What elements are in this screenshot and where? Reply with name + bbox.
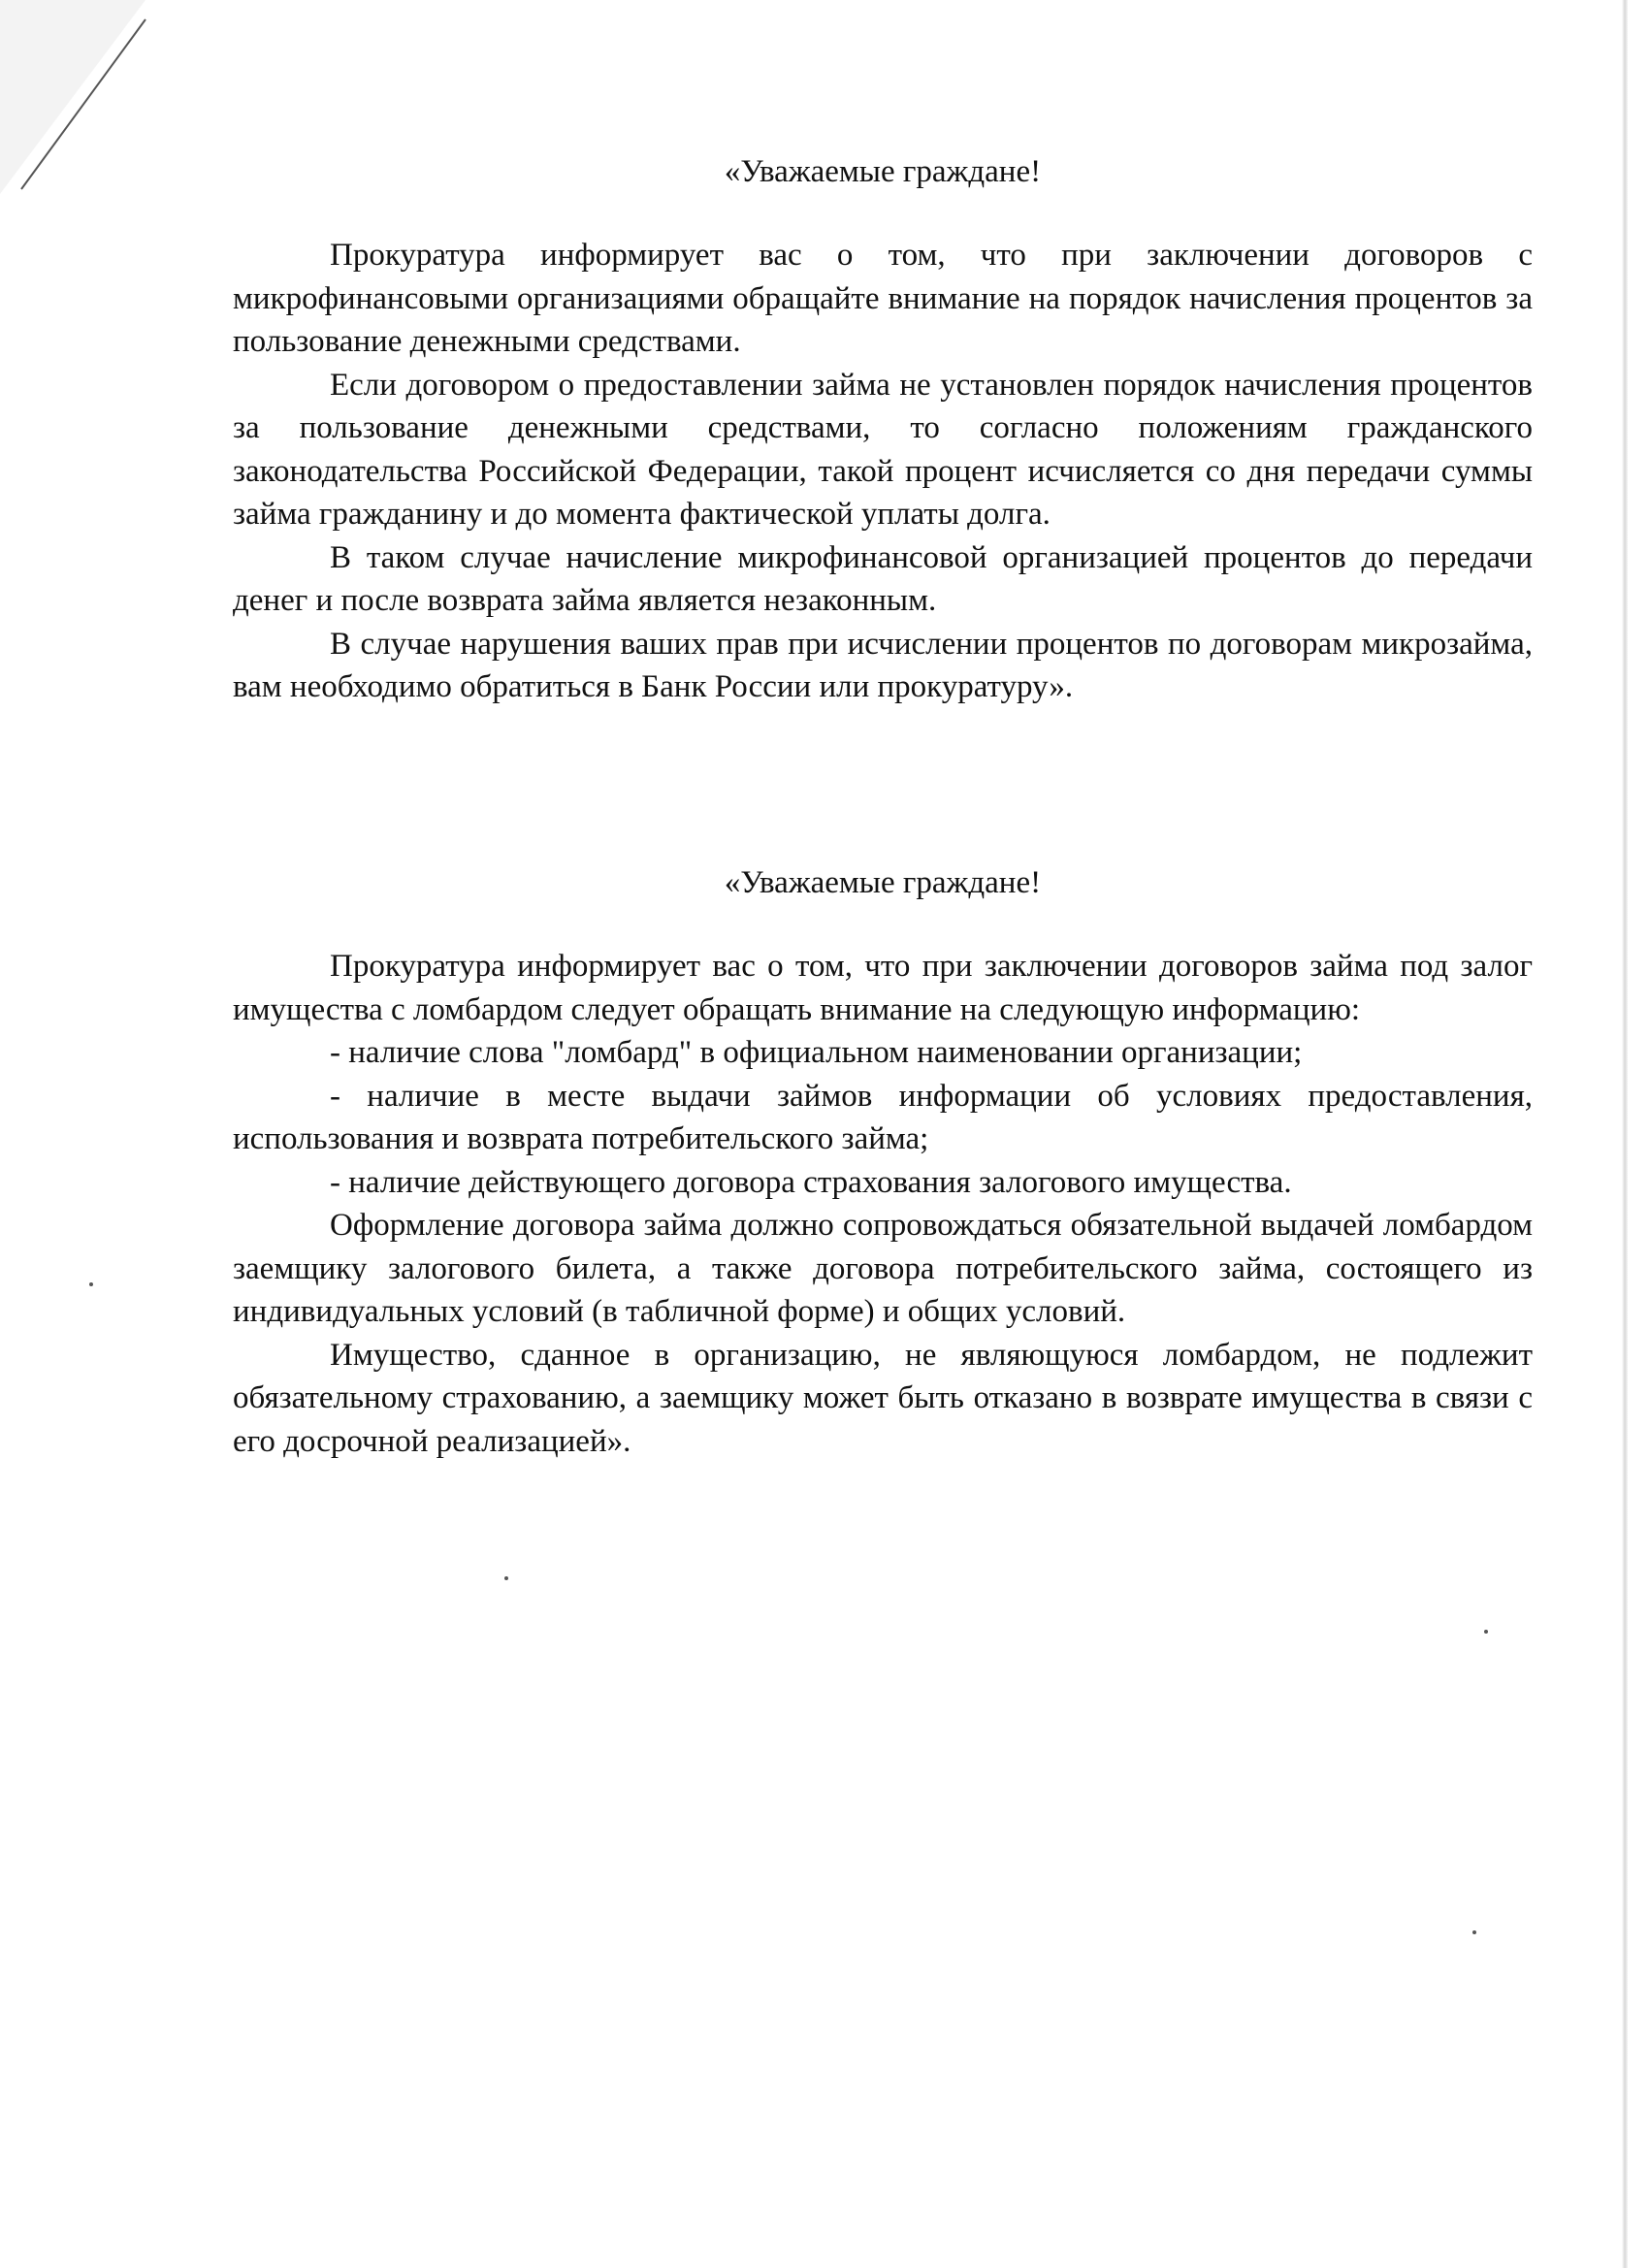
- list-item: - наличие слова "ломбард" в официальном наименовании организации;: [330, 1035, 1303, 1070]
- scan-speck: [504, 1576, 508, 1580]
- paragraph: В таком случае начисление микрофинансовой организацией процентов до передачи денег и после возврата займа является незаконным.: [233, 539, 1533, 618]
- list-item: - наличие в месте выдачи займов информации об условиях предоставления, использования и возврата потребительского займа;: [233, 1078, 1533, 1156]
- scan-edge: [1622, 0, 1628, 2268]
- notice-title: «Уважаемые граждане!: [724, 154, 1042, 189]
- paragraph: Прокуратура информирует вас о том, что при заключении договоров с микрофинансовыми организациями обращайте внимание на порядок начисления процентов за пользование денежными средствами.: [233, 238, 1533, 359]
- notice-pawnshop: [233, 861, 1533, 1463]
- paragraph: Имущество, сданное в организацию, не являющуюся ломбардом, не подлежит обязательному страхованию, а заемщику может быть отказано в возврате имущества в связи с его досрочной реализацией».: [233, 1337, 1533, 1459]
- notice-title: «Уважаемые граждане!: [724, 865, 1042, 900]
- scan-speck: [1484, 1630, 1488, 1634]
- paragraph: Если договором о предоставлении займа не установлен порядок начисления процентов за пользование денежными средствами, то согласно положениям гражданского законодательства Российской Федерации, такой процент исчисляется со дня передачи суммы займа гражданину и до момента фактической уплаты долга.: [233, 367, 1533, 532]
- scan-speck: [1472, 1930, 1476, 1934]
- notice-microfinance: [233, 150, 1533, 709]
- paragraph: В случае нарушения ваших прав при исчислении процентов по договорам микрозайма, вам необходимо обратиться в Банк России или прокуратуру».: [233, 626, 1533, 704]
- list-item: - наличие действующего договора страхования залогового имущества.: [330, 1164, 1292, 1200]
- scan-speck: [89, 1282, 93, 1286]
- paragraph: Прокуратура информирует вас о том, что при заключении договоров займа под залог имущества с ломбардом следует обращать внимание на следующую информацию:: [233, 949, 1533, 1027]
- folded-corner: [0, 0, 165, 204]
- paragraph: Оформление договора займа должно сопровождаться обязательной выдачей ломбардом заемщику залогового билета, а также договора потребительского займа, состоящего из индивидуальных условий (в табличной форме) и общих условий.: [233, 1208, 1533, 1329]
